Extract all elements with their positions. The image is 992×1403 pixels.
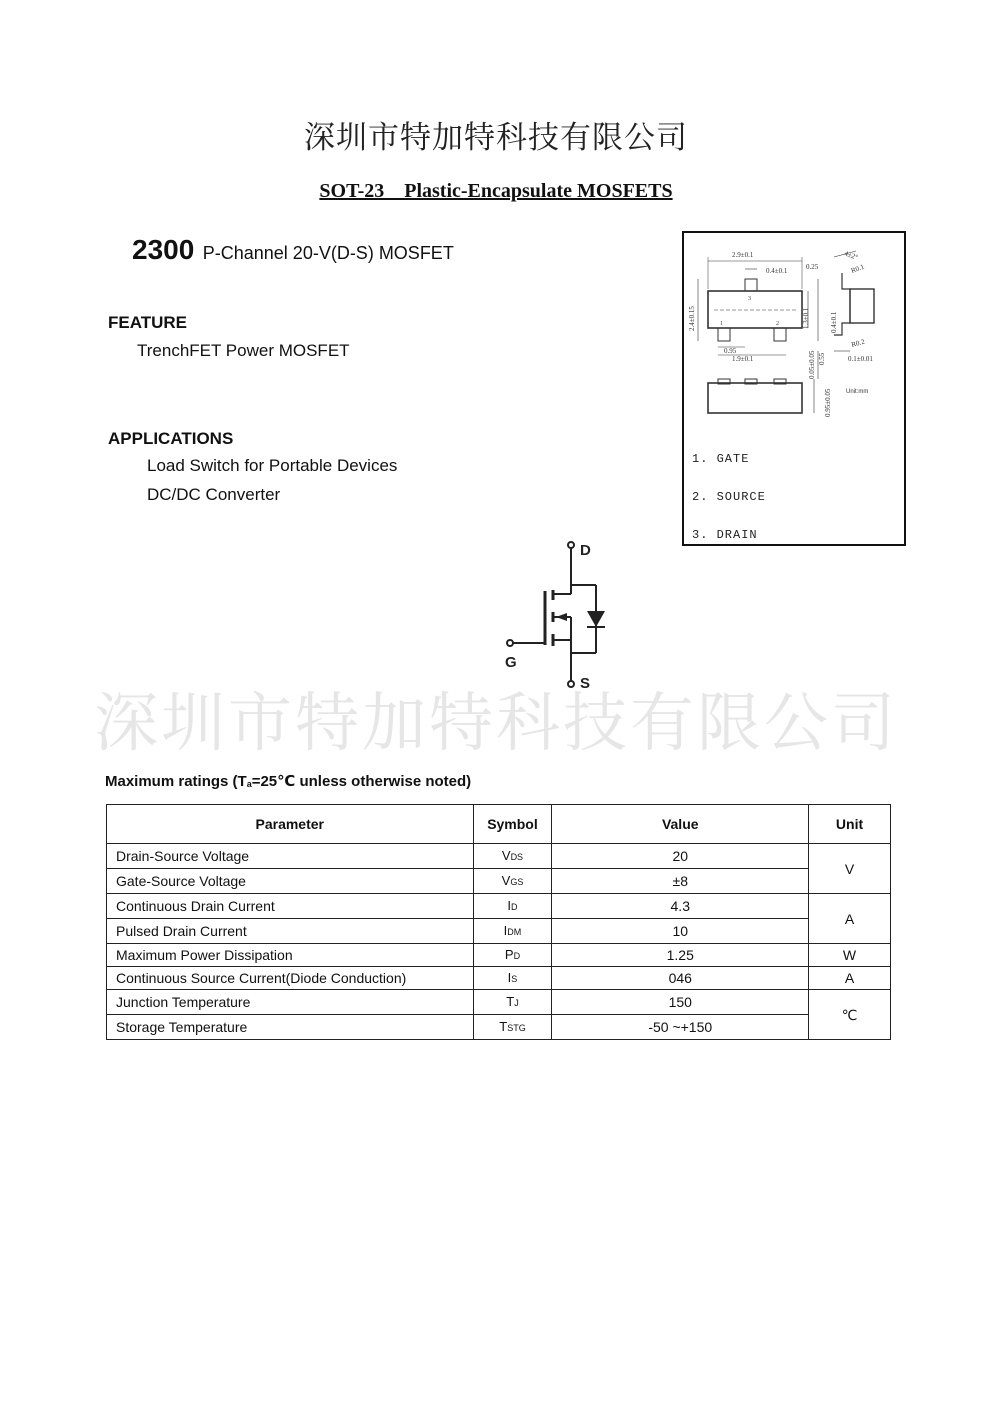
parameter-cell: Continuous Source Current(Diode Conduction)	[107, 967, 474, 990]
parameter-cell: Junction Temperature	[107, 990, 474, 1015]
table-row	[107, 869, 891, 894]
document-subtitle: SOT-23 Plastic-Encapsulate MOSFETS	[319, 180, 673, 202]
parameter-cell: Continuous Drain Current	[107, 894, 474, 919]
value-cell: 4.3	[552, 894, 809, 919]
parameter-cell: Drain-Source Voltage	[107, 844, 474, 869]
unit-cell: W	[809, 944, 891, 967]
value-cell: 046	[552, 967, 809, 990]
dimension-label: R0.1	[849, 262, 866, 275]
pin-label-drain: 3. DRAIN	[692, 528, 758, 542]
dimension-label: 0.05±0.05	[808, 350, 816, 379]
column-header: Unit	[809, 805, 891, 844]
company-title: 深圳市特加特科技有限公司	[304, 120, 688, 156]
value-cell: 1.25	[552, 944, 809, 967]
value-cell: 150	[552, 990, 809, 1015]
max-ratings-table	[106, 804, 891, 1040]
symbol-cell: IS	[473, 967, 552, 990]
parameter-cell: Storage Temperature	[107, 1015, 474, 1040]
gate-label: G	[505, 654, 517, 671]
dimension-label: 0.1±0.01	[848, 355, 873, 363]
dimension-label: 0.95	[724, 347, 737, 355]
column-header: Parameter	[107, 805, 474, 844]
application-item: Load Switch for Portable Devices	[147, 456, 398, 475]
pin-number: 3	[748, 296, 751, 302]
value-cell: ±8	[552, 869, 809, 894]
package-outline-drawing	[684, 233, 904, 423]
value-cell: -50 ~+150	[552, 1015, 809, 1040]
symbol-cell: VGS	[473, 869, 552, 894]
unit-cell: A	[809, 967, 891, 990]
dimension-label: 0.95±0.05	[824, 388, 832, 417]
product-number: 2300	[132, 234, 195, 265]
column-header: Symbol	[473, 805, 552, 844]
dimension-label: 2.9±0.1	[732, 251, 754, 259]
drain-label: D	[580, 542, 591, 559]
ratings-title-prefix: Maximum ratings (T	[105, 773, 247, 790]
table-row	[107, 1015, 891, 1040]
parameter-cell: Pulsed Drain Current	[107, 919, 474, 944]
dimension-label: 4±2°	[843, 249, 859, 262]
source-label: S	[580, 675, 591, 692]
dimension-label: 1.3±0.1	[802, 307, 810, 329]
parameter-cell: Maximum Power Dissipation	[107, 944, 474, 967]
ratings-title	[105, 772, 471, 790]
pin-label-gate: 1. GATE	[692, 452, 750, 466]
table-row	[107, 944, 891, 967]
table-row	[107, 919, 891, 944]
dimension-label: 0.4±0.1	[766, 267, 788, 275]
unit-label: Unit:mm	[846, 389, 869, 395]
dimension-label: 0.25	[806, 263, 819, 271]
table-header-row	[107, 805, 891, 844]
symbol-cell: IDM	[473, 919, 552, 944]
dimension-label: 2.4±0.15	[688, 306, 696, 331]
dimension-label: 0.4±0.1	[830, 311, 838, 333]
value-cell: 10	[552, 919, 809, 944]
pin-label-source: 2. SOURCE	[692, 490, 766, 504]
symbol-cell: TJ	[473, 990, 552, 1015]
dimension-label: 1.9±0.1	[732, 355, 754, 363]
mosfet-schematic	[495, 535, 610, 695]
pin-number: 2	[776, 321, 779, 327]
application-item: DC/DC Converter	[147, 485, 281, 504]
applications-heading: APPLICATIONS	[108, 429, 234, 448]
symbol-cell: PD	[473, 944, 552, 967]
dimension-label: R0.2	[850, 337, 866, 349]
ratings-title-sub: a	[246, 779, 252, 789]
ratings-title-suffix: =25℃ unless otherwise noted)	[251, 773, 472, 790]
table-row	[107, 894, 891, 919]
table-row	[107, 844, 891, 869]
column-header: Value	[552, 805, 809, 844]
dimension-label: 0.55	[818, 352, 826, 365]
table-row	[107, 967, 891, 990]
symbol-cell: VDS	[473, 844, 552, 869]
unit-cell: A	[809, 894, 891, 944]
symbol-cell: ID	[473, 894, 552, 919]
watermark: 深圳市特加特科技有限公司	[94, 687, 898, 761]
product-line	[132, 234, 454, 266]
feature-heading: FEATURE	[108, 313, 188, 332]
table-row	[107, 990, 891, 1015]
feature-item: TrenchFET Power MOSFET	[137, 341, 350, 360]
unit-cell: ℃	[809, 990, 891, 1040]
pin-number: 1	[720, 321, 723, 327]
symbol-cell: TSTG	[473, 1015, 552, 1040]
package-drawing-box	[682, 231, 906, 546]
product-description: P-Channel 20-V(D-S) MOSFET	[202, 243, 454, 263]
value-cell: 20	[552, 844, 809, 869]
parameter-cell: Gate-Source Voltage	[107, 869, 474, 894]
unit-cell: V	[809, 844, 891, 894]
